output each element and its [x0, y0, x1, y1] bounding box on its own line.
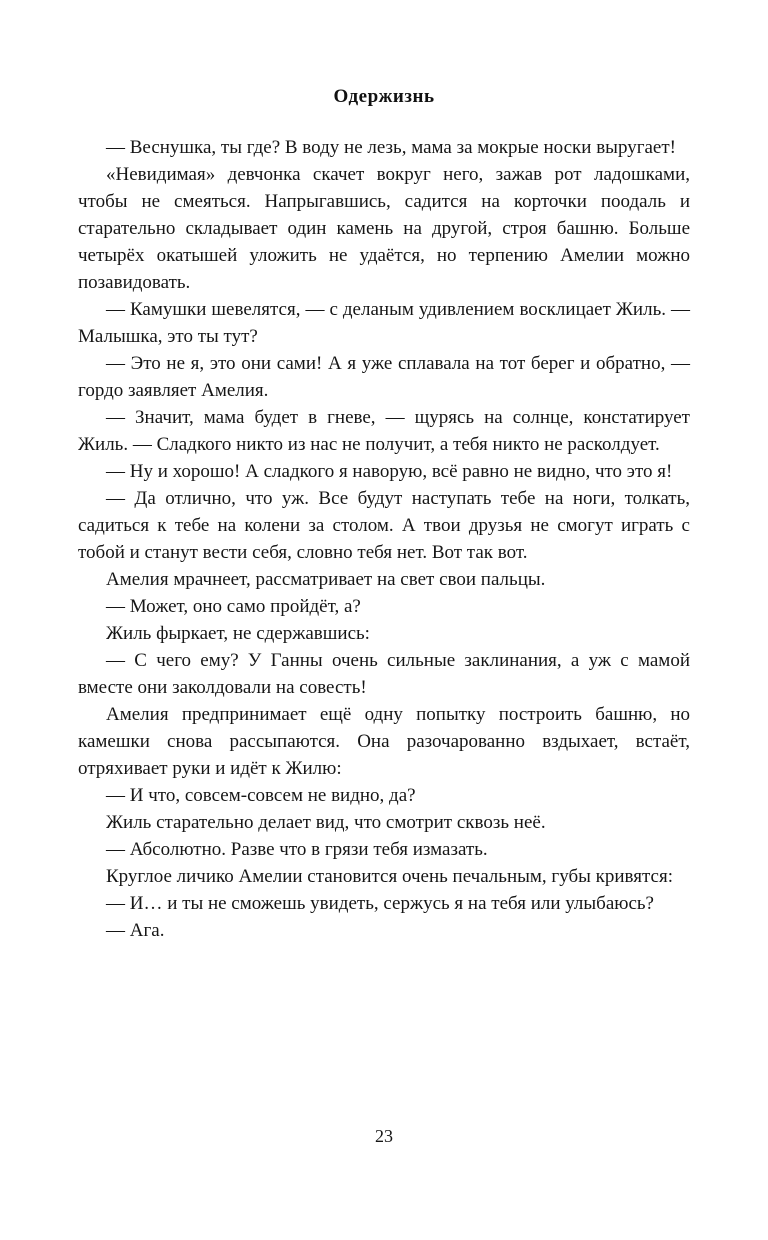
paragraph: — Это не я, это они сами! А я уже сплавала на тот берег и обратно, — гордо заявляет Амелия. — [78, 353, 690, 401]
paragraph: — Абсолютно. Разве что в грязи тебя измазать. — [106, 839, 488, 860]
page-number: 23 — [375, 1126, 393, 1146]
paragraph: Жиль старательно делает вид, что смотрит сквозь неё. — [106, 812, 546, 833]
paragraph: Круглое личико Амелии становится очень печальным, губы кривятся: — [106, 866, 673, 887]
paragraph: «Невидимая» девчонка скачет вокруг него, зажав рот ладошками, чтобы не смеяться. Напрыгавшись, садится на корточки поодаль и старательно складывает один камень на другой, строя башню. Больше четырёх окатышей уложить не удаётся, но терпению Амелии можно позавидовать. — [78, 164, 690, 293]
paragraph: — Ага. — [106, 920, 165, 941]
paragraph: Жиль фыркает, не сдержавшись: — [106, 623, 370, 644]
paragraph: Амелия предпринимает ещё одну попытку построить башню, но камешки снова рассыпаются. Она разочарованно вздыхает, встаёт, отряхивает руки и идёт к Жилю: — [78, 704, 690, 779]
text-block — [78, 134, 690, 944]
paragraph: — Значит, мама будет в гневе, — щурясь на солнце, констатирует Жиль. — Сладкого никто из нас не получит, а тебя никто не расколдует. — [78, 407, 690, 455]
running-head-title: Одержизнь — [333, 86, 435, 107]
paragraph: — И что, совсем-совсем не видно, да? — [106, 785, 416, 806]
paragraph: — Да отлично, что уж. Все будут наступать тебе на ноги, толкать, садиться к тебе на колени за столом. А твои друзья не смогут играть с тобой и станут вести себя, словно тебя нет. Вот так вот. — [78, 488, 690, 563]
paragraph: — И… и ты не сможешь увидеть, сержусь я на тебя или улыбаюсь? — [106, 893, 654, 914]
paragraph: — С чего ему? У Ганны очень сильные заклинания, а уж с мамой вместе они заколдовали на совесть! — [78, 650, 690, 698]
paragraph: — Ну и хорошо! А сладкого я наворую, всё равно не видно, что это я! — [106, 461, 673, 482]
paragraph: Амелия мрачнеет, рассматривает на свет свои пальцы. — [106, 569, 546, 590]
paragraph: — Веснушка, ты где? В воду не лезь, мама за мокрые носки выругает! — [106, 137, 676, 158]
paragraph: — Может, оно само пройдёт, а? — [106, 596, 361, 617]
paragraph: — Камушки шевелятся, — с деланым удивлением восклицает Жиль. — Малышка, это ты тут? — [78, 299, 690, 347]
